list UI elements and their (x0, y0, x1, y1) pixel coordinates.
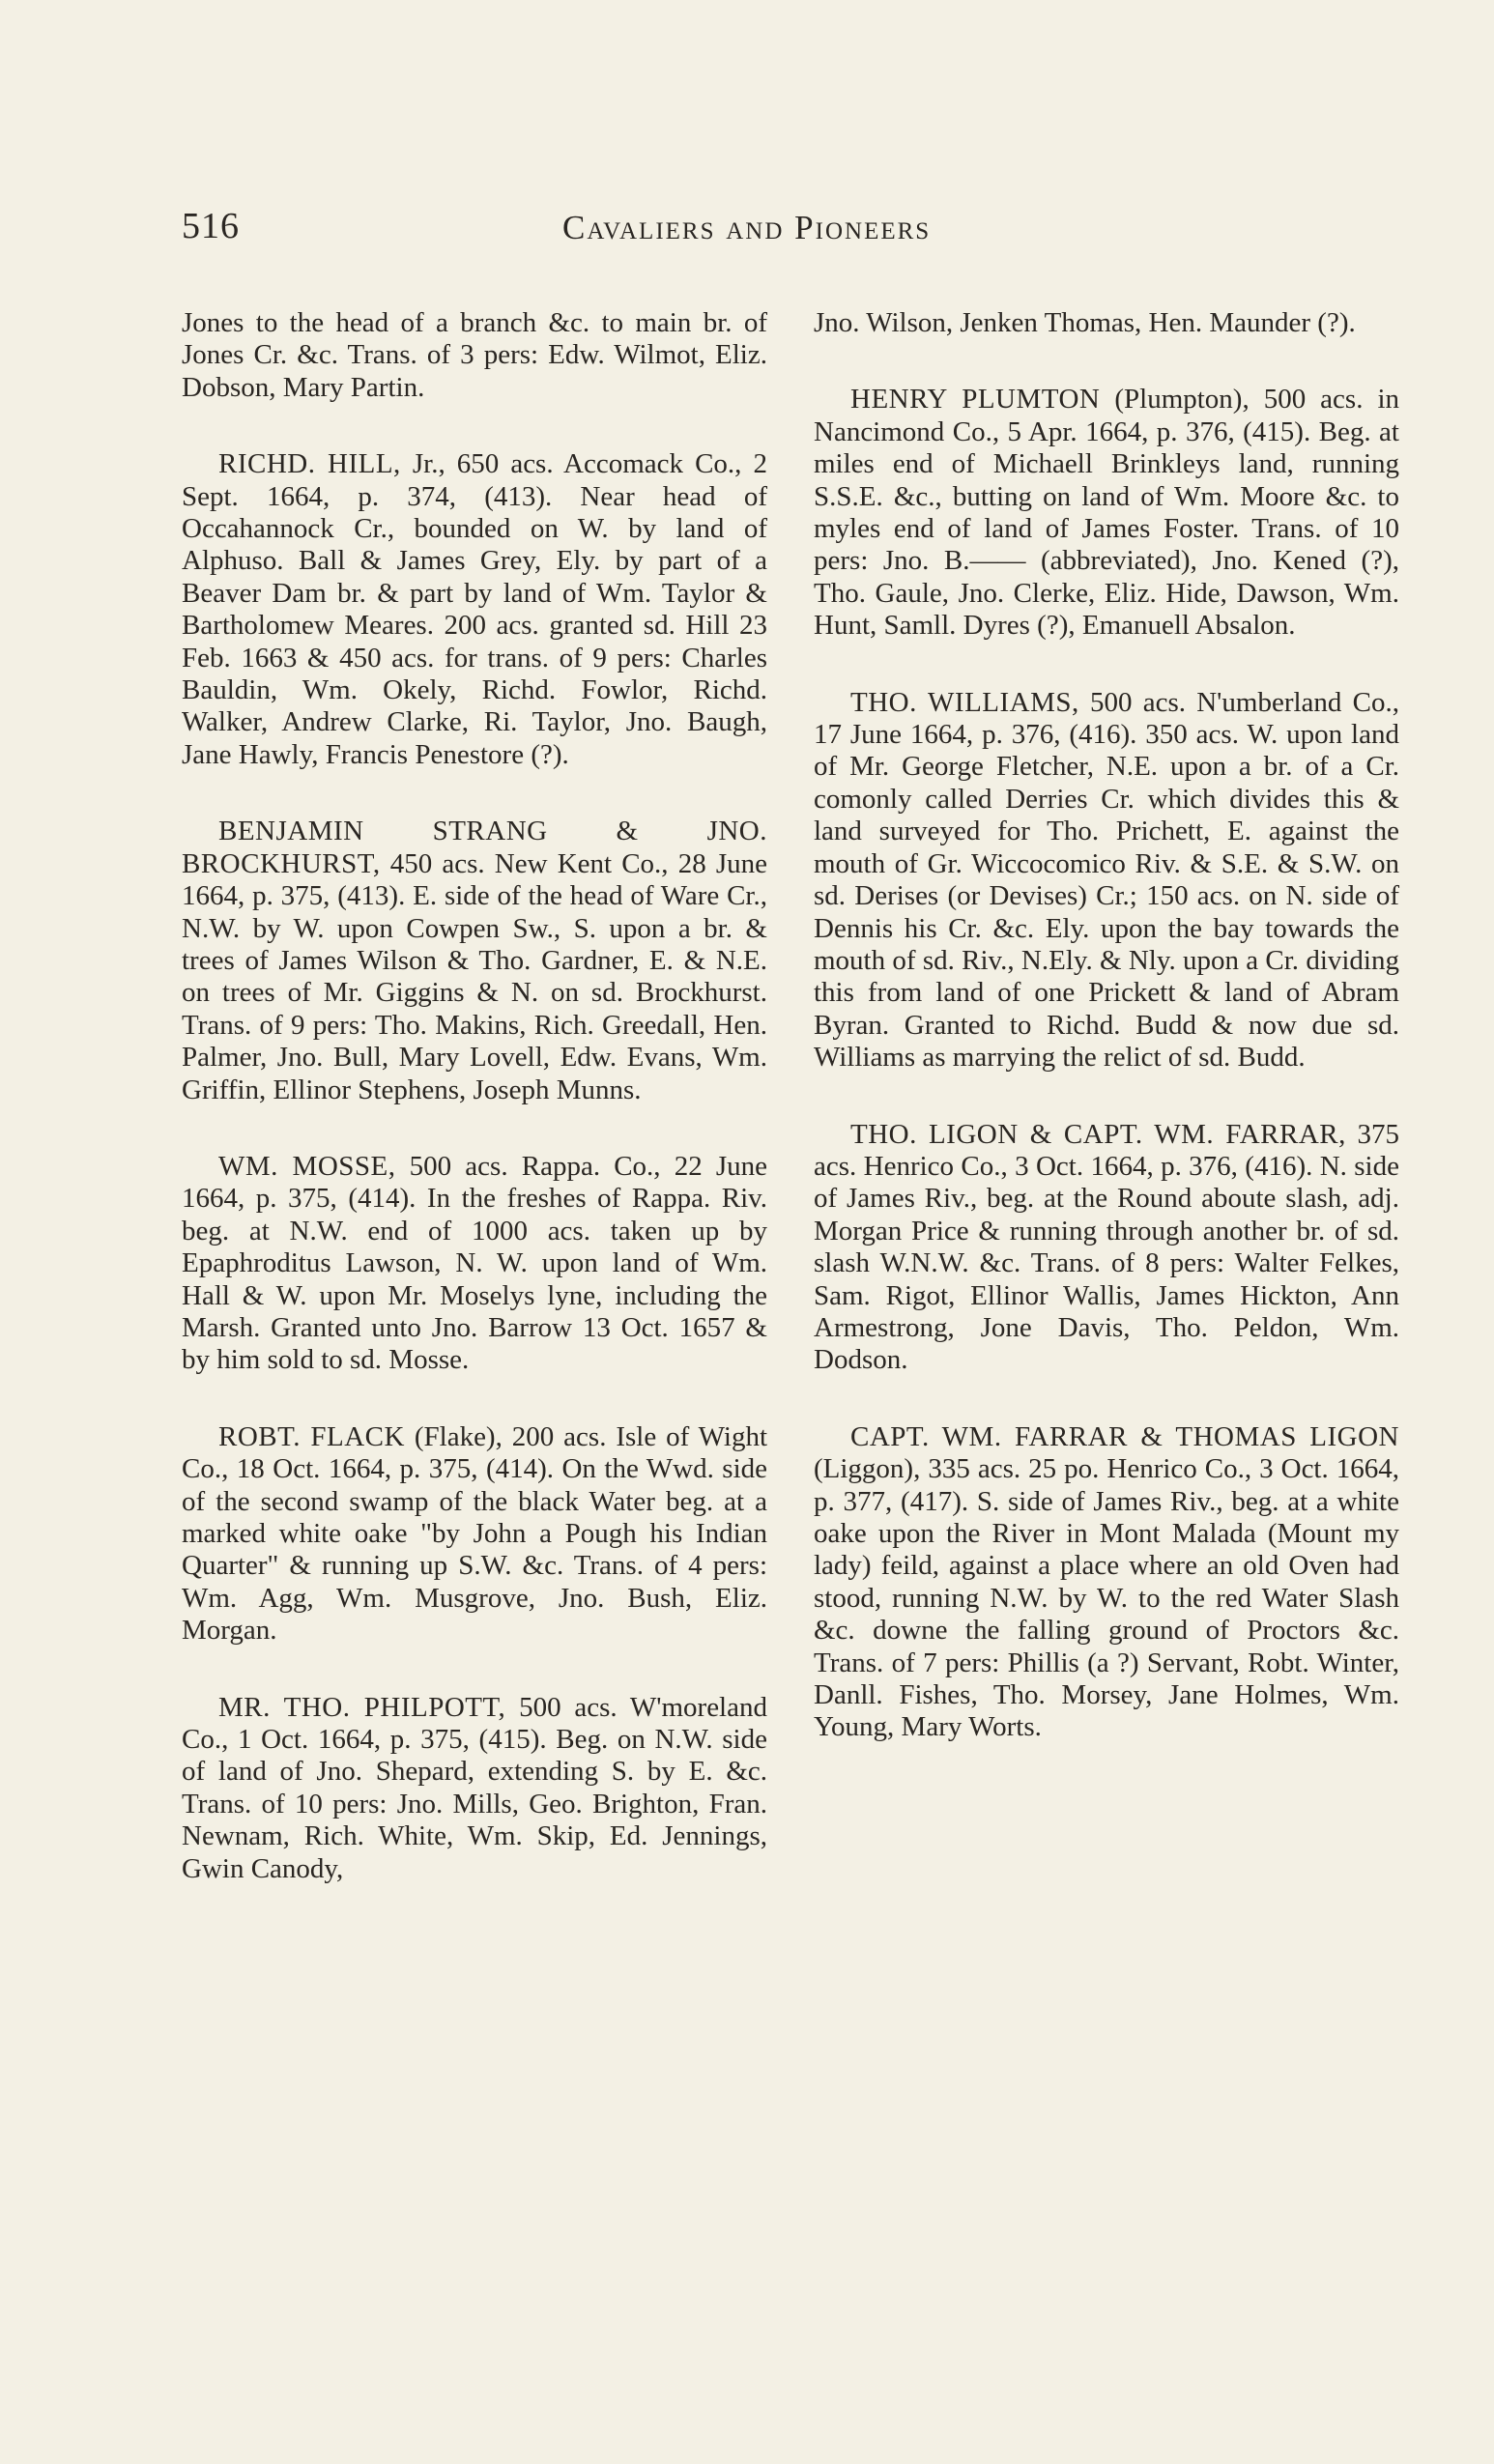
entry-name: RICHD. HILL, (218, 448, 401, 480)
entry-name: CAPT. WM. FARRAR & THOMAS LIGON (850, 1420, 1399, 1452)
entry-text: 375 acs. Henrico Co., 3 Oct. 1664, p. 376, (416). N. side of James Riv., beg. at the Round aboute slash, adj. Morgan Price & running through another br. of sd. slash W.N.W. &c. Trans. of 8 pers: Walter Felkes, Sam. Rigot, Ellinor Wallis, James Hickton, Ann Armestrong, Jone Davis, Tho. Peldon, Wm. Dodson. (814, 1118, 1400, 1376)
entry-text: Jr., 650 acs. Accomack Co., 2 Sept. 1664, p. 374, (413). Near head of Occahannock Cr., bounded on W. by land of Alphuso. Ball & James Grey, Ely. by part of a Beaver Dam br. & part by land of Wm. Taylor & Bartholomew Meares. 200 acs. granted sd. Hill 23 Feb. 1663 & 450 acs. for trans. of 9 pers: Charles Bauldin, Wm. Okely, Richd. Fowlor, Richd. Walker, Andrew Clarke, Ri. Taylor, Jno. Baugh, Jane Hawly, Francis Penestore (?). (182, 448, 767, 770)
entry-text: 500 acs. W'moreland Co., 1 Oct. 1664, p. 375, (415). Beg. on N.W. side of land of Jno. Shepard, extending S. by E. &c. Trans. of 10 pers: Jno. Mills, Geo. Brighton, Fran. Newnam, Rich. White, Wm. Skip, Ed. Jennings, Gwin Canody, (182, 1691, 767, 1884)
entry-name: THO. LIGON & CAPT. WM. FARRAR, (850, 1118, 1346, 1150)
entry-text: 500 acs. Rappa. Co., 22 June 1664, p. 375, (414). In the freshes of Rappa. Riv. beg. at N.W. end of 1000 acs. taken up by Epaphroditus Lawson, N. W. upon land of Wm. Hall & W. upon Mr. Moselys lyne, including the Marsh. Granted unto Jno. Barrow 13 Oct. 1657 & by him sold to sd. Mosse. (182, 1150, 768, 1376)
entry-name: THO. WILLIAMS, (850, 686, 1079, 718)
right-column (814, 307, 1399, 1789)
entry-continuation (182, 307, 767, 404)
entry-name: ROBT. FLACK (218, 1420, 405, 1452)
entry-tho-philpott (182, 1692, 767, 1885)
entry-wm-mosse (182, 1151, 767, 1377)
left-column (182, 307, 767, 1930)
page-number: 516 (182, 206, 240, 246)
entry-text: (Liggon), 335 acs. 25 po. Henrico Co., 3 Oct. 1664, p. 377, (417). S. side of James Riv., beg. at a white oake upon the River in Mont Malada (Mount my lady) feild, against a place where an old Oven had stood, running N.W. by W. to the red Water Slash &c. downe the falling ground of Proctors &c. Trans. of 7 pers: Phillis (a ?) Servant, Robt. Winter, Danll. Fishes, Tho. Morsey, Jane Holmes, Wm. Young, Mary Worts. (814, 1453, 1399, 1743)
entry-farrar-ligon (814, 1421, 1399, 1744)
entry-name: MR. THO. PHILPOTT, (218, 1691, 506, 1723)
entry-text: Jno. Wilson, Jenken Thomas, Hen. Maunder (?). (814, 307, 1356, 338)
entry-text: 450 acs. New Kent Co., 28 June 1664, p. 375, (413). E. side of the head of Ware Cr., N.W. by W. upon Cowpen Sw., S. upon a br. & trees of James Wilson & Tho. Gardner, E. & N.E. on trees of Mr. Giggins & N. on sd. Brockhurst. Trans. of 9 pers: Tho. Makins, Rich. Greedall, Hen. Palmer, Jno. Bull, Mary Lovell, Edw. Evans, Wm. Griffin, Ellinor Stephens, Joseph Munns. (182, 847, 767, 1105)
entry-strang-brockhurst (182, 816, 767, 1106)
entry-name: HENRY PLUMTON (850, 384, 1101, 415)
entry-henry-plumton (814, 384, 1399, 642)
running-title: Cavaliers and Pioneers (562, 209, 932, 246)
page-header (182, 205, 1397, 263)
entry-text: 500 acs. N'umberland Co., 17 June 1664, p. 376, (416). 350 acs. W. upon land of Mr. George Fletcher, N.E. upon a br. of a Cr. comonly called Derries Cr. which divides this & land surveyed for Tho. Prichett, E. against the mouth of Gr. Wiccocomico Riv. & S.E. & S.W. on sd. Derises (or Devises) Cr.; 150 acs. on N. side of Dennis his Cr. &c. Ely. upon the bay towards the mouth of sd. Riv., N.Ely. & Nly. upon a Cr. dividing this from land of one Prickett & land of Abram Byran. Granted to Richd. Budd & now due sd. Williams as marrying the relict of sd. Budd. (814, 686, 1399, 1074)
entry-name: WM. MOSSE, (218, 1150, 396, 1182)
entry-robt-flack (182, 1421, 767, 1647)
entry-name: BENJAMIN STRANG & JNO. BROCKHURST, (182, 816, 767, 879)
entry-text: (Flake), 200 acs. Isle of Wight Co., 18 Oct. 1664, p. 375, (414). On the Wwd. side of the second swamp of the black Water beg. at a marked white oake "by John a Pough his Indian Quarter" & running up S.W. &c. Trans. of 4 pers: Wm. Agg, Wm. Musgrove, Jno. Bush, Eliz. Morgan. (182, 1420, 768, 1647)
entry-ligon-farrar (814, 1119, 1399, 1377)
entry-text: (Plumpton), 500 acs. in Nancimond Co., 5 Apr. 1664, p. 376, (415). Beg. at miles end of Michaell Brinkleys land, running S.S.E. &c., butting on land of Wm. Moore &c. to myles end of land of James Foster. Trans. of 10 pers: Jno. B.—— (abbreviated), Jno. Kened (?), Tho. Gaule, Jno. Clerke, Eliz. Hide, Dawson, Wm. Hunt, Samll. Dyres (?), Emanuell Absalon. (814, 384, 1400, 642)
entry-richd-hill (182, 448, 767, 771)
entry-text: Jones to the head of a branch &c. to main br. of Jones Cr. &c. Trans. of 3 pers: Edw. Wilmot, Eliz. Dobson, Mary Partin. (182, 307, 767, 403)
entry-continuation (814, 307, 1399, 339)
entry-tho-williams (814, 687, 1399, 1074)
